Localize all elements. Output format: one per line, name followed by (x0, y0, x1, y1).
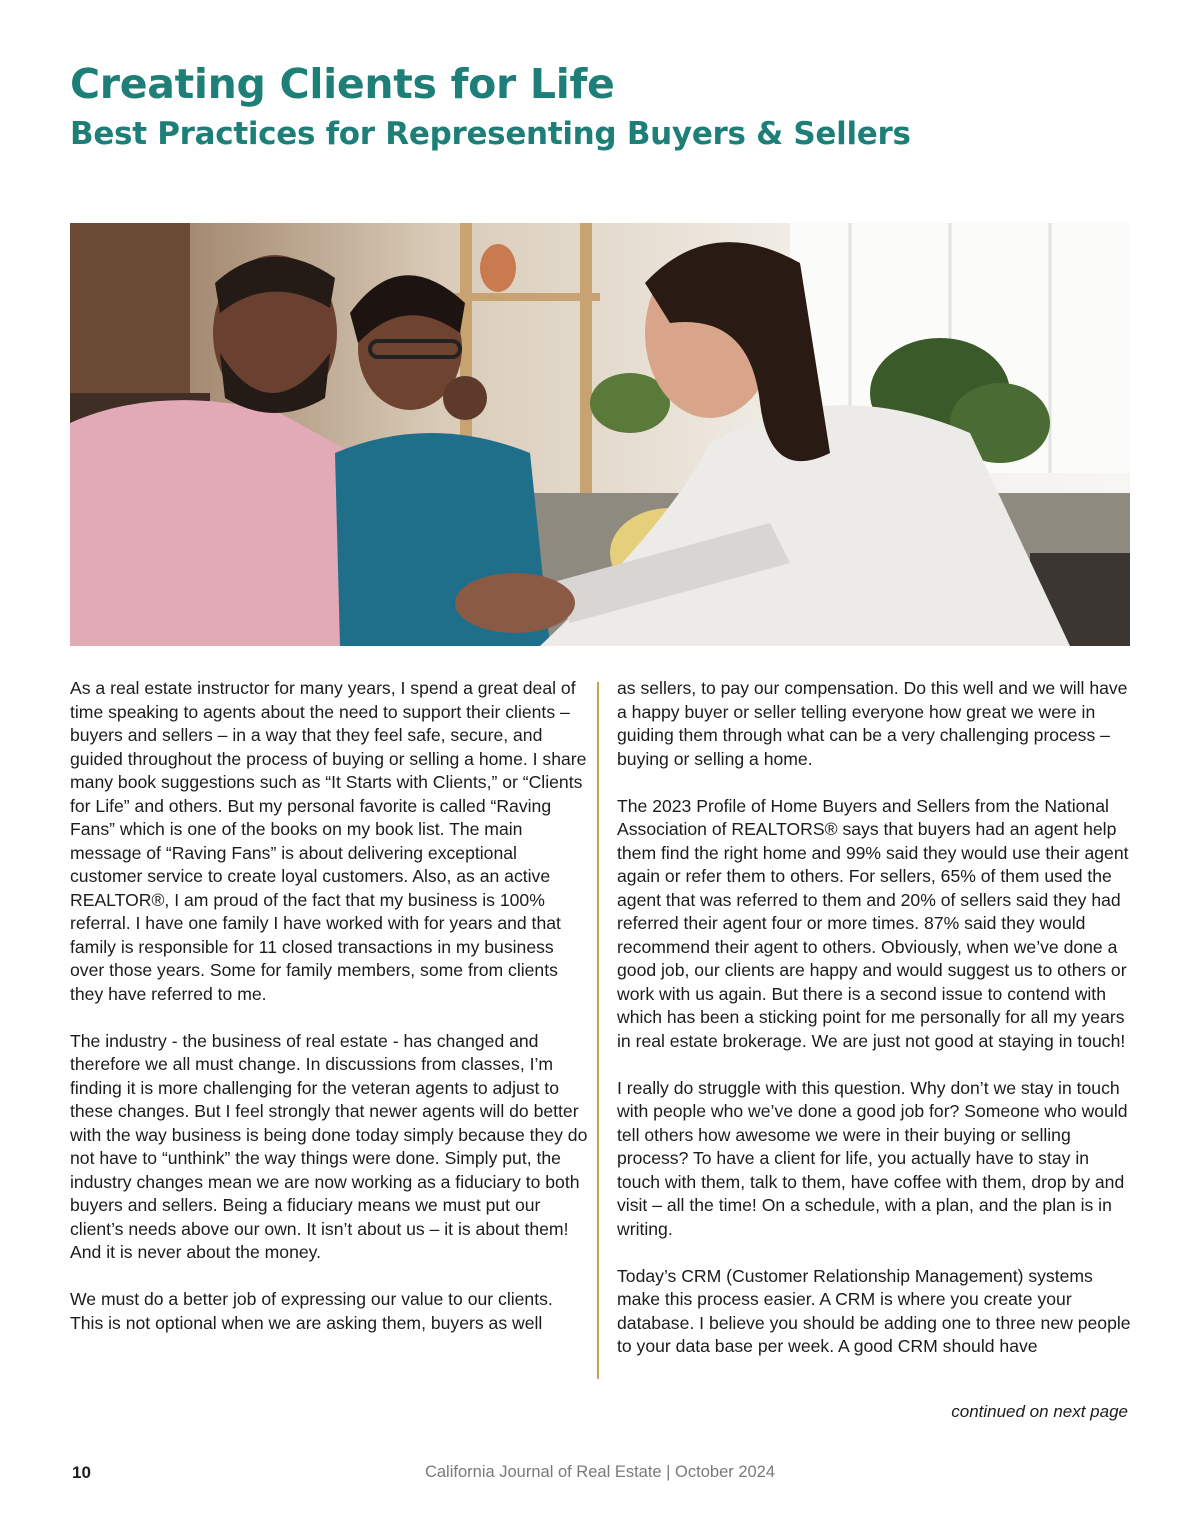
article-paragraph: I really do struggle with this question. Why don’t we stay in touch with people who we’ve done a good job for? Someone who would tell others how awesome we were in their buying or selling process? To have a client for life, you actually have to stay in touch with them, talk to them, have coffee with them, drop by and visit – all the time! On a schedule, with a plan, and the plan is in writing. (617, 1077, 1128, 1239)
article-paragraph: We must do a better job of expressing our value to our clients. This is not optional when we are asking them, buyers as well (70, 1289, 553, 1333)
page-number: 10 (72, 1463, 91, 1482)
article-paragraph: The 2023 Profile of Home Buyers and Sellers from the National Association of REALTORS® says that buyers had an agent help them find the right home and 99% said they would use their agent again or refer them to others. For sellers, 65% of them used the agent that was referred to them and 20% of sellers said they had referred their agent four or more times. 87% said they would recommend their agent to others. Obviously, when we’ve done a good job, our clients are happy and would suggest us to others or work with us again. But there is a second issue to contend with which has been a sticking point for me personally for all my years in real estate brokerage. We are just not good at staying in touch! (617, 795, 1129, 1051)
article-column-left (70, 677, 590, 1359)
article-paragraph: As a real estate instructor for many years, I spend a great deal of time speaking to agents about the need to support their clients – buyers and sellers – in a way that they feel safe, secure, and guided throughout the process of buying or selling a home. I share many book suggestions such as “It Starts with Clients,” or “Clients for Life” and others. But my personal favorite is called “Raving Fans” which is one of the books on my book list. The main message of “Raving Fans” is about delivering exceptional customer service to create loyal customers. Also, as an active REALTOR®, I am proud of the fact that my business is 100% referral. I have one family I have worked with for years and that family is responsible for 11 closed transactions in my business over those years. Some for family members, some from clients they have referred to me. (70, 678, 587, 1004)
article-paragraph: Today’s CRM (Customer Relationship Management) systems make this process easier. A CRM is where you create your database. I believe you should be adding one to three new people to your data base per week. A good CRM should have (617, 1265, 1131, 1356)
article-title: Creating Clients for Life (70, 60, 615, 108)
column-divider (597, 682, 599, 1379)
continued-note: continued on next page (951, 1402, 1128, 1421)
article-column-right (617, 677, 1132, 1382)
article-paragraph: as sellers, to pay our compensation. Do this well and we will have a happy buyer or seller telling everyone how great we were in guiding them through what can be a very challenging process – buying or selling a home. (617, 678, 1128, 769)
article-subtitle: Best Practices for Representing Buyers & Sellers (70, 116, 911, 152)
hero-photo (70, 223, 1130, 646)
article-paragraph: The industry - the business of real estate - has changed and therefore we all must change. In discussions from classes, I’m finding it is more challenging for the veteran agents to adjust to these changes. But I feel strongly that newer agents will do better with the way business is being done today simply because they do not have to “unthink” the way things were done. Simply put, the industry changes mean we are now working as a fiduciary to both buyers and sellers. Being a fiduciary means we must put our client’s needs above our own. It isn’t about us – it is about them! And it is never about the money. (70, 1030, 588, 1262)
publication-footer: California Journal of Real Estate | October 2024 (424, 1463, 776, 1481)
